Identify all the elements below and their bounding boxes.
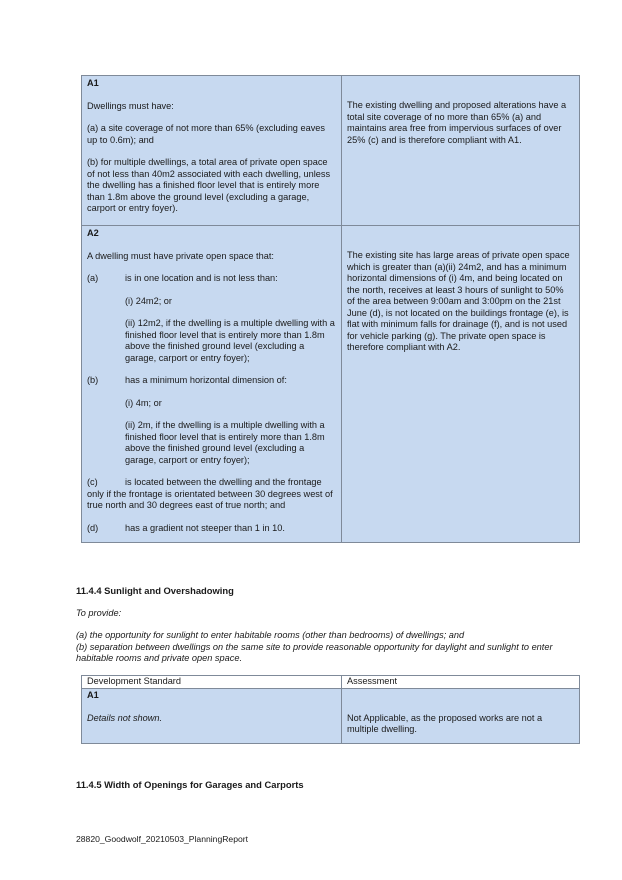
item-label: (a): [87, 273, 99, 283]
assessment-text: The existing site has large areas of private open space which is greater than (a)(ii) 24m2, and has a minimum horizontal dimensions of (i) 4m, and being located on the north, receives at least 3 hours of sunlight to 50% of the area between 9:00am and 3:00pm on the 21st June (d), is not located on the buildings frontage (e), is flat with minimum falls for drainage (f), and is not used for vehicle parking (g). The private open space is therefore compliant with A2.: [347, 250, 570, 352]
assessment-cell-a1: [342, 76, 580, 226]
objective-item: (a) the opportunity for sunlight to enter habitable rooms (other than bedrooms) of dwellings; and: [76, 630, 465, 640]
column-header: Development Standard: [82, 676, 342, 689]
table-header-row: [82, 676, 580, 689]
standard-cell: [82, 688, 342, 743]
standard-clause: (b) for multiple dwellings, a total area of private open space of not less than 40m2 associated with each dwelling, unless the dwelling has a finished floor level that is entirely more than 1.8m above the ground level (excluding a garage, carport or entry foyer).: [87, 157, 331, 213]
standard-label: A2: [87, 228, 99, 238]
sub-item: (i) 24m2; or: [125, 295, 172, 306]
assessment-text: The existing dwelling and proposed alterations have a total site coverage of no more than 65% (a) and maintains area free from impervious surfaces of over 25% (c) and is therefore compliant with A1.: [347, 100, 567, 145]
objective-item: (b) separation between dwellings on the same site to provide reasonable opportunity for daylight and sunlight to enter habitable rooms and private open space.: [76, 641, 553, 663]
list-item: [87, 477, 335, 512]
list-item: [87, 523, 335, 535]
sub-item: (i) 4m; or: [125, 397, 162, 408]
item-text: is located between the dwelling and the frontage only if the frontage is orientated between 30 degrees west of true north and 30 degrees east of true north; and: [87, 477, 333, 510]
item-text: has a minimum horizontal dimension of:: [125, 375, 287, 385]
page-footer: 28820_Goodwolf_20210503_PlanningReport: [76, 834, 249, 844]
list-item: [87, 375, 335, 387]
standard-cell-a1: [82, 76, 342, 226]
item-label: (b): [87, 375, 99, 385]
assessment-cell-a2: [342, 226, 580, 543]
assessment-cell: [342, 688, 580, 743]
table-row: [82, 76, 580, 226]
standard-label: A1: [87, 78, 99, 88]
sub-item: (ii) 2m, if the dwelling is a multiple dwelling with a finished floor level that is entirely more than 1.8m above the finished ground level (excluding a garage, carport or entry foyer);: [125, 420, 325, 465]
sub-item: (ii) 12m2, if the dwelling is a multiple dwelling with a finished floor level that is entirely more than 1.8m above the finished ground level (excluding a garage, carport or entry foyer);: [125, 318, 335, 363]
standard-intro: A dwelling must have private open space that:: [87, 250, 274, 261]
standards-table-2: [81, 675, 580, 744]
standard-label: A1: [87, 689, 99, 700]
list-item: [87, 273, 335, 285]
section-heading: 11.4.5 Width of Openings for Garages and Carports: [76, 779, 304, 790]
details-text: Details not shown.: [87, 713, 163, 723]
item-text: is in one location and is not less than:: [125, 273, 278, 283]
standard-intro: Dwellings must have:: [87, 100, 174, 111]
column-header: Assessment: [342, 676, 580, 689]
standard-cell-a2: [82, 226, 342, 543]
item-label: (c): [87, 477, 98, 487]
table-row: [82, 688, 580, 743]
table-row: [82, 226, 580, 543]
standard-clause: (a) a site coverage of not more than 65% (excluding eaves up to 0.6m); and: [87, 123, 325, 145]
item-label: (d): [87, 522, 99, 533]
objective-list: [76, 630, 576, 665]
section-heading: 11.4.4 Sunlight and Overshadowing: [76, 585, 234, 596]
objective-intro: To provide:: [76, 608, 122, 618]
assessment-text: Not Applicable, as the proposed works are not a multiple dwelling.: [347, 712, 543, 734]
item-text: has a gradient not steeper than 1 in 10.: [125, 522, 285, 533]
standards-table-1: [81, 75, 580, 543]
